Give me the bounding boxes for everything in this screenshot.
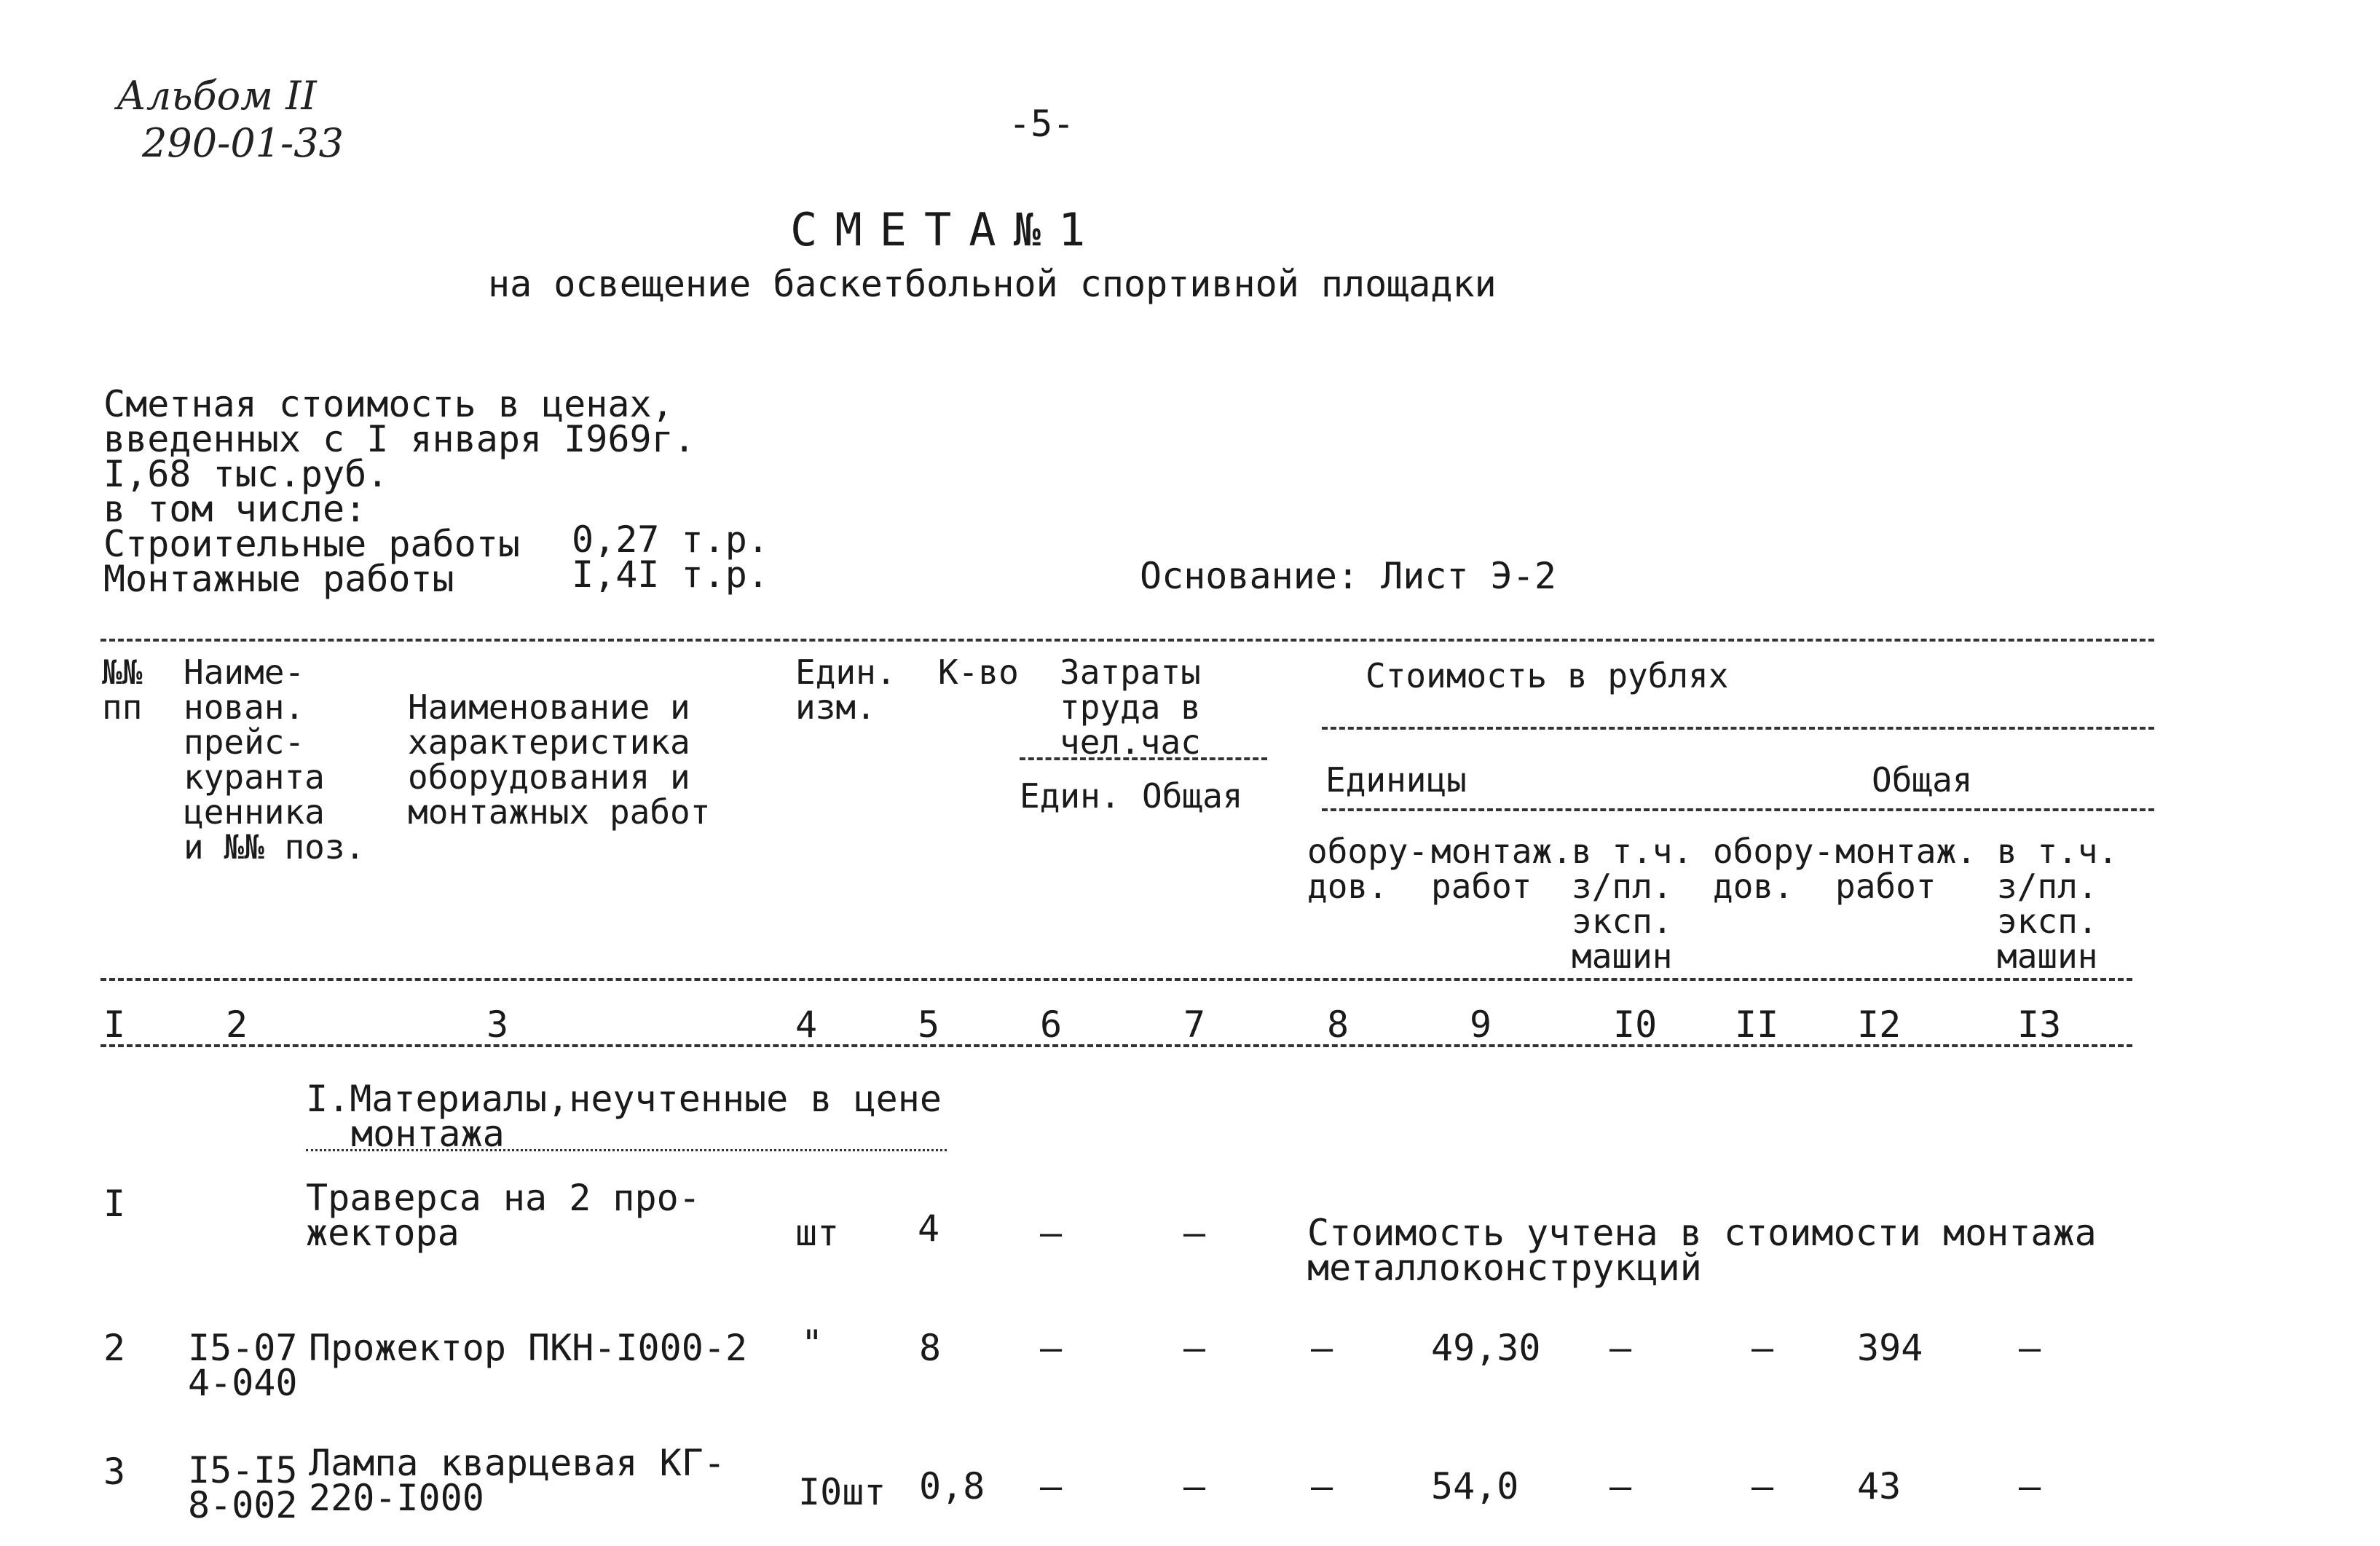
- column-number: 2: [226, 1003, 248, 1046]
- header-included: машин: [1572, 936, 1673, 976]
- column-number: I3: [2017, 1003, 2062, 1046]
- header-included: в т.ч.: [1997, 832, 2119, 871]
- header-bottom-rule: [101, 978, 2132, 981]
- column-number: 9: [1470, 1003, 1492, 1046]
- cost-header-rule: [1322, 727, 2154, 730]
- basis-reference: Основание: Лист Э-2: [1140, 555, 1556, 597]
- header-equipment: дов.: [1713, 867, 1794, 906]
- row-labor-unit: –: [1040, 1327, 1063, 1369]
- header-description: Наименование и: [408, 687, 690, 727]
- document-code: 290-01-33: [142, 120, 344, 166]
- row-labor-total: –: [1183, 1465, 1206, 1507]
- row-labor-total: –: [1183, 1327, 1206, 1369]
- construction-value: 0,27 т.р.: [572, 518, 769, 561]
- row-quantity: 0,8: [919, 1465, 985, 1507]
- row-incl-total: –: [2019, 1465, 2041, 1507]
- row-equip-unit: –: [1311, 1465, 1333, 1507]
- header-equipment: дов.: [1307, 867, 1388, 906]
- row-labor-total: –: [1183, 1212, 1206, 1254]
- header-description: монтажных работ: [408, 792, 711, 832]
- row-number: 2: [103, 1327, 126, 1369]
- estimate-line: введенных с I января I969г.: [103, 418, 696, 460]
- header-installation: работ: [1835, 867, 1936, 906]
- header-num: пп: [102, 687, 143, 727]
- row-price-code: 4-040: [188, 1362, 298, 1404]
- column-numbers-rule: [101, 1044, 2132, 1047]
- row-item-name: 220-I000: [309, 1477, 484, 1519]
- column-number: I0: [1613, 1003, 1658, 1046]
- header-pricelist: и №№ поз.: [184, 827, 366, 867]
- header-num: №№: [102, 652, 143, 692]
- header-labor: труда в: [1060, 687, 1201, 727]
- column-number: 7: [1183, 1003, 1206, 1046]
- construction-label: Строительные работы: [103, 523, 520, 565]
- column-number: I2: [1857, 1003, 1902, 1046]
- header-installation: монтаж.: [1835, 832, 1977, 871]
- page-number: -5-: [1009, 103, 1075, 145]
- header-included: машин: [1997, 936, 2098, 976]
- header-description: характеристика: [408, 722, 690, 762]
- row-incl-unit: –: [1609, 1327, 1632, 1369]
- estimate-total: I,68 тыс.руб.: [103, 453, 389, 495]
- header-included: эксп.: [1997, 902, 2098, 941]
- row-item-name: Прожектор ПКН-I000-2: [309, 1327, 748, 1369]
- row-price-code: I5-07: [188, 1327, 298, 1369]
- row-number: I: [103, 1183, 126, 1225]
- header-description: оборудования и: [408, 757, 690, 797]
- document-subtitle: на освещение баскетбольной спортивной площадки: [488, 263, 1497, 305]
- row-price-code: 8-002: [188, 1484, 298, 1526]
- row-price-code: I5-I5: [188, 1449, 298, 1491]
- row-labor-unit: –: [1040, 1465, 1063, 1507]
- header-pricelist: Наиме-: [184, 652, 305, 692]
- header-equipment: обору-: [1307, 832, 1429, 871]
- row-incl-total: –: [2019, 1327, 2041, 1369]
- header-included: эксп.: [1572, 902, 1673, 941]
- section-underline: [306, 1149, 947, 1151]
- header-installation: работ: [1431, 867, 1532, 906]
- header-pricelist: нован.: [184, 687, 305, 727]
- row-unit: I0шт: [798, 1471, 886, 1513]
- row-quantity: 4: [918, 1207, 940, 1250]
- row-equip-total: –: [1751, 1465, 1774, 1507]
- row-equip-total: –: [1751, 1327, 1774, 1369]
- header-unit: Един.: [795, 652, 897, 692]
- header-cost: Стоимость в рублях: [1366, 656, 1729, 695]
- row-incl-unit: –: [1609, 1465, 1632, 1507]
- installation-label: Монтажные работы: [103, 558, 454, 600]
- header-pricelist: прейс-: [184, 722, 305, 762]
- row-item-name: жектора: [306, 1212, 460, 1254]
- row-number: 3: [103, 1451, 126, 1493]
- header-installation: монтаж.: [1431, 832, 1572, 871]
- column-number: 4: [795, 1003, 818, 1046]
- estimate-line: Сметная стоимость в ценах,: [103, 383, 674, 425]
- header-equipment: обору-: [1713, 832, 1835, 871]
- unit-total-rule: [1322, 808, 2154, 811]
- header-total-cost: Общая: [1872, 760, 1973, 800]
- album-note: Альбом II: [117, 73, 317, 119]
- row-unit: ": [801, 1322, 824, 1365]
- column-number: 8: [1327, 1003, 1349, 1046]
- row-install-unit: 54,0: [1431, 1465, 1519, 1507]
- header-included: з/пл.: [1572, 867, 1673, 906]
- document-title: СМЕТА№1: [790, 203, 1103, 256]
- header-labor-unit: Един.: [1020, 776, 1121, 816]
- table-top-rule: [101, 639, 2154, 642]
- section-heading: монтажа: [351, 1113, 505, 1155]
- row-install-unit: 49,30: [1431, 1327, 1541, 1369]
- column-number: I: [103, 1003, 126, 1046]
- header-unit-cost: Единицы: [1325, 760, 1467, 800]
- header-included: з/пл.: [1997, 867, 2098, 906]
- section-heading: I.Материалы,неучтенные в цене: [306, 1078, 942, 1120]
- row-item-name: Траверса на 2 про-: [306, 1177, 701, 1219]
- installation-value: I,4I т.р.: [572, 553, 769, 596]
- row-equip-unit: –: [1311, 1327, 1333, 1369]
- column-number: 5: [918, 1003, 940, 1046]
- row-unit: шт: [795, 1212, 840, 1254]
- row-install-total: 43: [1857, 1465, 1902, 1507]
- row-quantity: 8: [919, 1327, 942, 1369]
- row-note: металлоконструкций: [1307, 1247, 1702, 1289]
- row-install-total: 394: [1857, 1327, 1923, 1369]
- header-labor: Затраты: [1060, 652, 1201, 692]
- header-labor: чел.час: [1060, 722, 1201, 762]
- column-number: 6: [1040, 1003, 1063, 1046]
- header-quantity: К-во: [938, 652, 1019, 692]
- column-number: II: [1735, 1003, 1779, 1046]
- header-included: в т.ч.: [1572, 832, 1693, 871]
- column-number: 3: [486, 1003, 509, 1046]
- header-pricelist: куранта: [184, 757, 325, 797]
- header-unit: изм.: [795, 687, 876, 727]
- header-labor-total: Общая: [1142, 776, 1243, 816]
- row-labor-unit: –: [1040, 1212, 1063, 1254]
- row-item-name: Лампа кварцевая КГ-: [309, 1442, 725, 1484]
- header-pricelist: ценника: [184, 792, 325, 832]
- estimate-line: в том числе:: [103, 488, 367, 530]
- row-note: Стоимость учтена в стоимости монтажа: [1307, 1212, 2097, 1254]
